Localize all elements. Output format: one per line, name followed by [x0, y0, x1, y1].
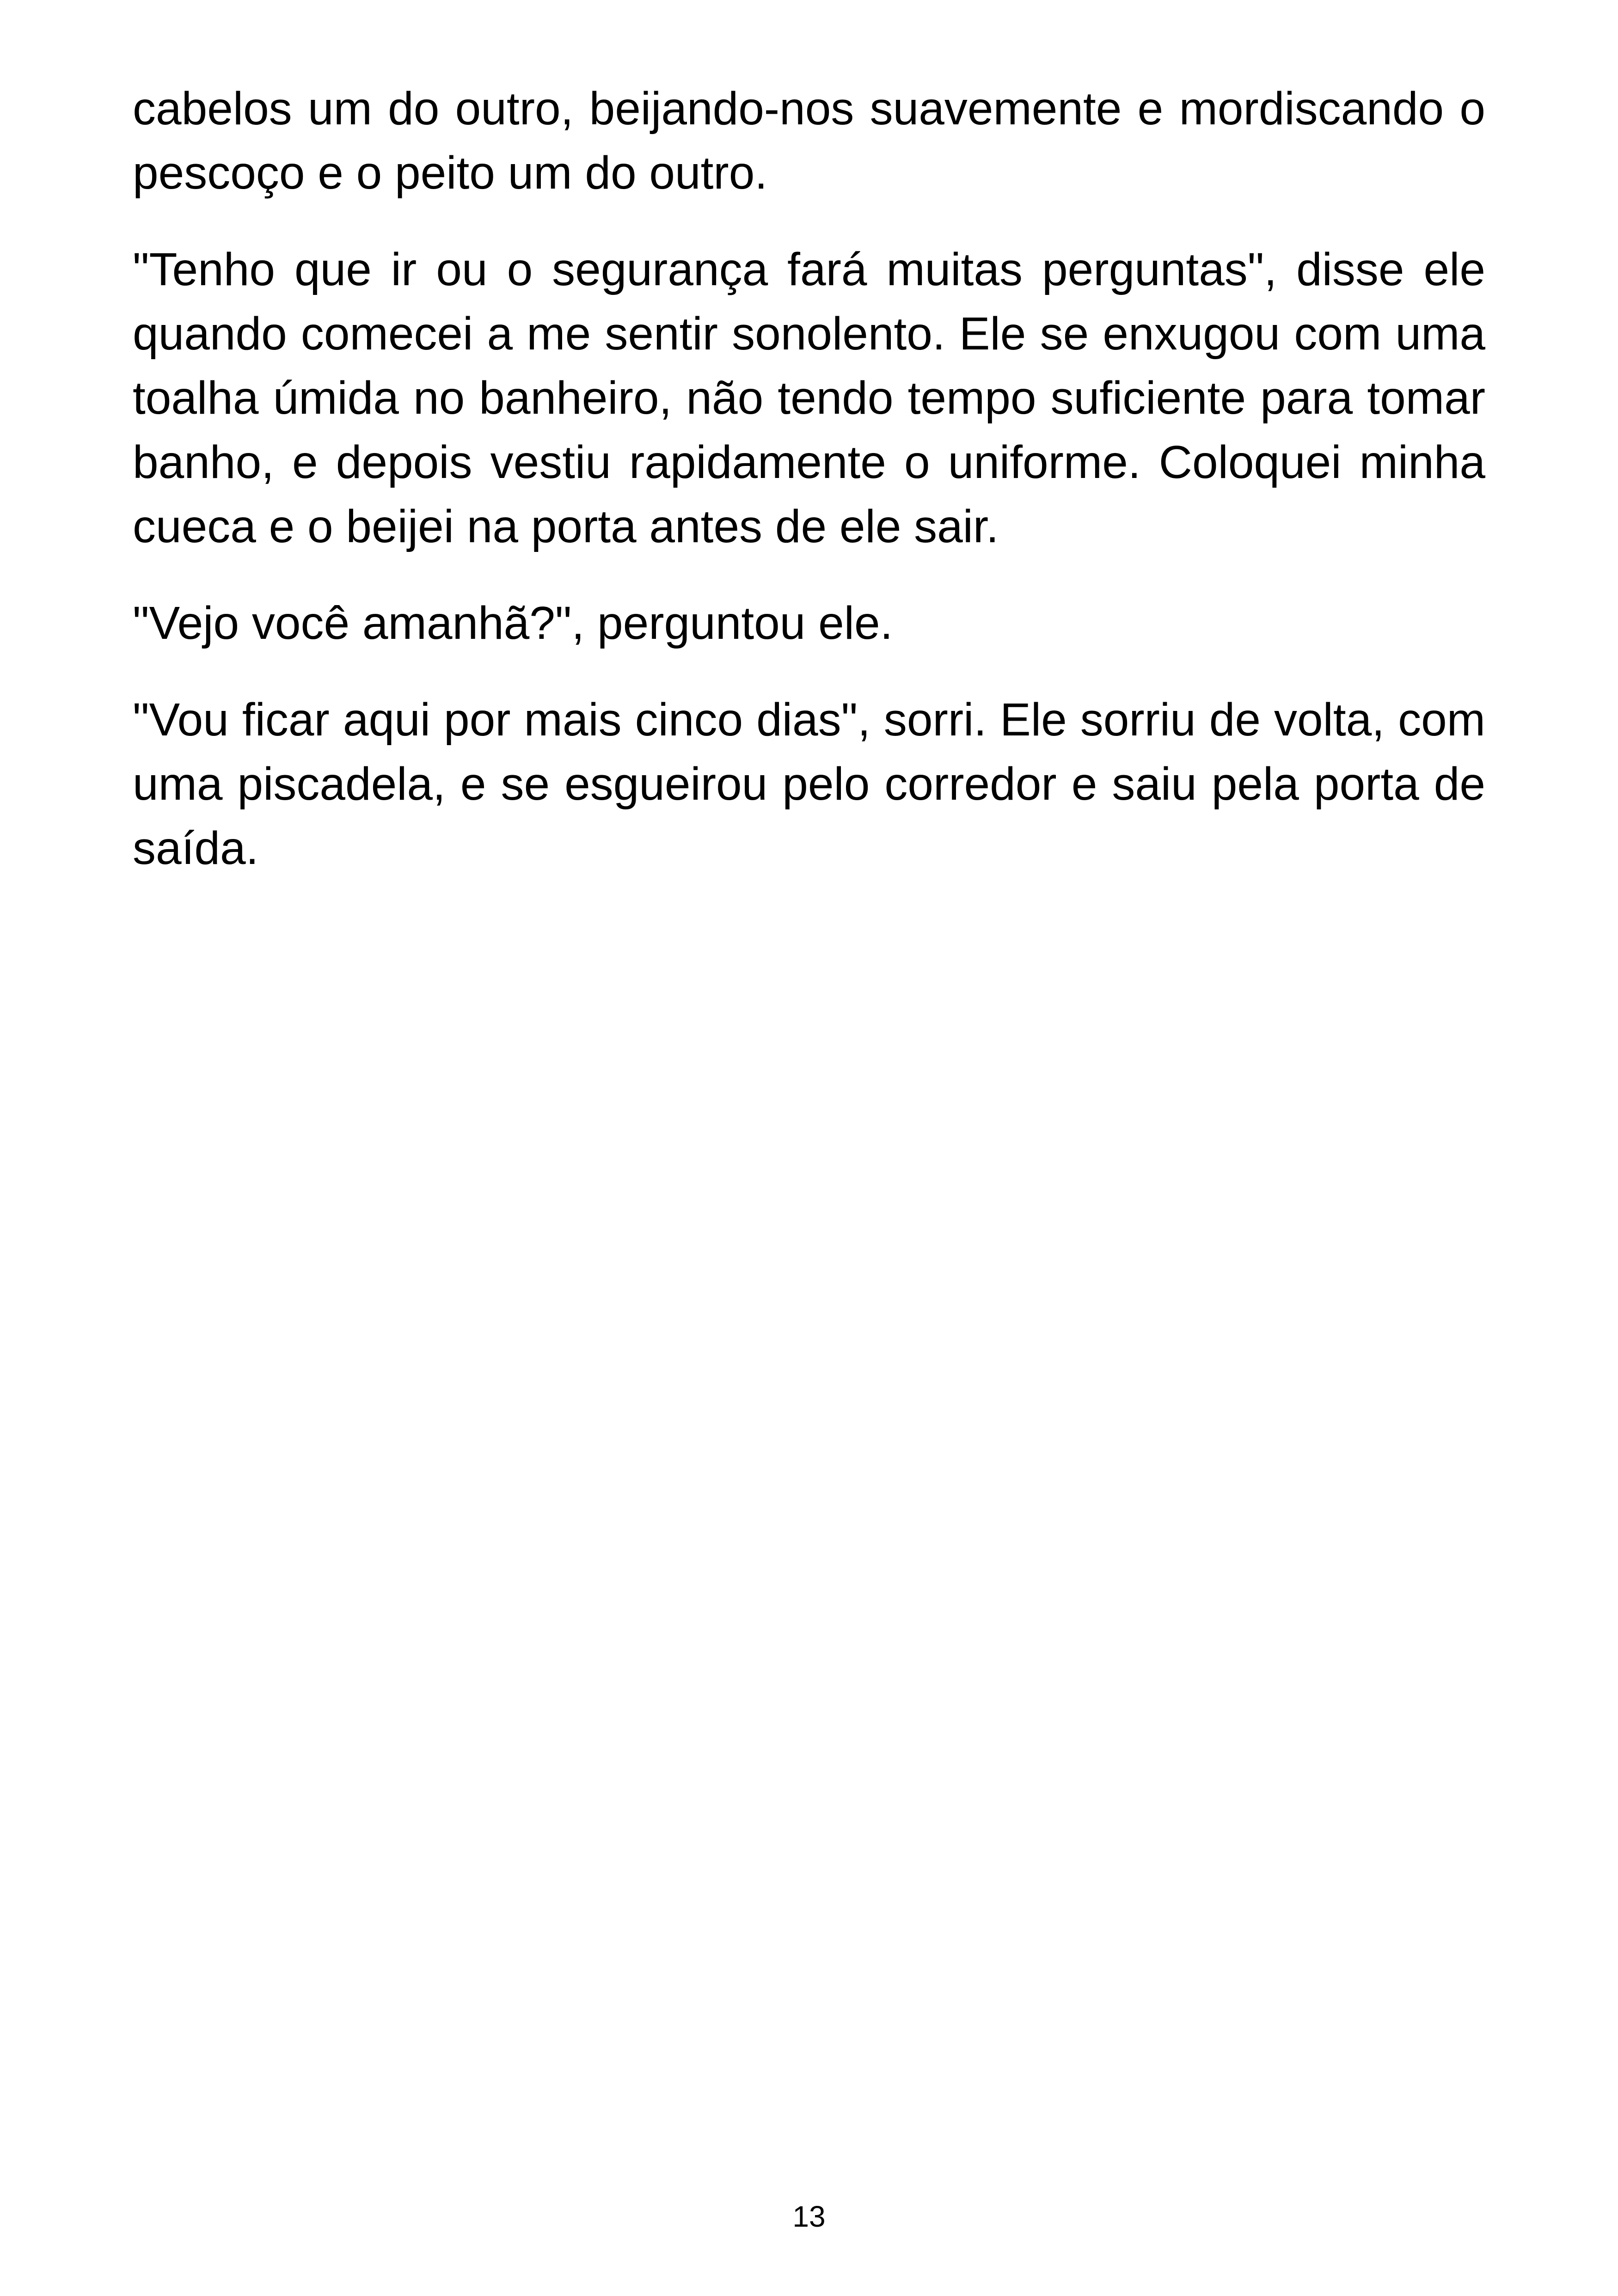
- paragraph: "Vejo você amanhã?", perguntou ele.: [133, 597, 893, 649]
- paragraph: "Vou ficar aqui por mais cinco dias", sorri. Ele sorriu de volta, com uma piscadela, e se esgueirou pelo corredor e saiu pela porta de saída.: [133, 694, 1485, 874]
- body-text: [133, 77, 1485, 913]
- paragraph: "Tenho que ir ou o segurança fará muitas perguntas", disse ele quando comecei a me sentir sonolento. Ele se enxugou com uma toalha úmida no banheiro, não tendo tempo suficiente para tomar banho, e depois vestiu rapidamente o uniforme. Coloquei minha cueca e o beijei na porta antes de ele sair.: [133, 244, 1485, 552]
- page-number: 13: [792, 2200, 826, 2233]
- paragraph: cabelos um do outro, beijando-nos suavemente e mordiscando o pescoço e o peito um do outro.: [133, 83, 1485, 199]
